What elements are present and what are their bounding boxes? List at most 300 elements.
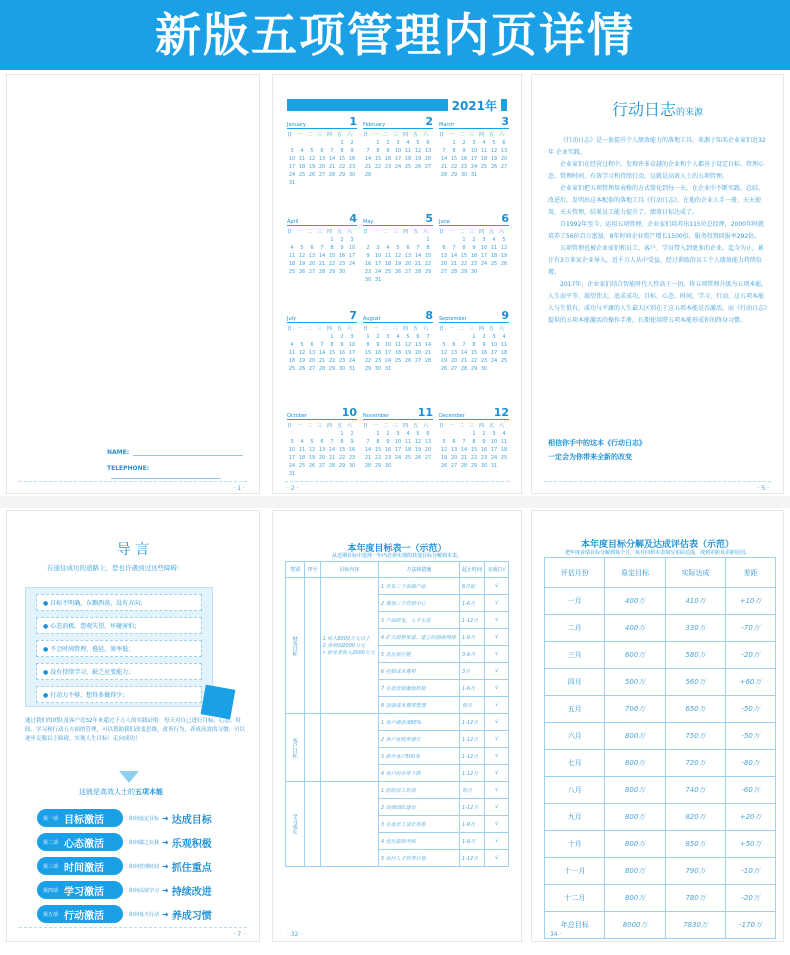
day-cell: 25 [384,269,392,275]
page-number: · 32 · [287,931,303,938]
column-header: 序号 [305,562,320,578]
name-label: NAME: [107,449,130,456]
day-cell: 9 [366,253,370,259]
table-header-row [286,562,509,578]
day-cell: 24 [348,261,356,267]
weekday-label: 日 [287,229,293,235]
day-cell: 16 [364,261,372,267]
ability-tag: 第三项 [43,863,59,870]
day-cell: 14 [328,447,336,453]
day-cell: 3 [396,431,400,437]
day-cell: 20 [308,261,316,267]
weekday-label: 日 [439,326,445,332]
day-cell: 20 [424,156,432,162]
month-number: 7 [349,309,357,322]
day-cell: 20 [440,261,448,267]
day-cell [297,236,307,244]
day-cell: 17 [490,447,498,453]
weekday-label: 二 [459,326,465,332]
day-grid [287,430,357,478]
day-cell [459,430,469,438]
table-title: 本年度目标分解及达成评估表（示范） [580,540,734,550]
table-row [545,885,776,912]
done-check[interactable]: √ [485,833,509,850]
day-cell: 1 [472,431,476,437]
day-cell: 18 [298,164,306,170]
day-cell: 24 [394,164,402,170]
day-cell: 17 [384,350,392,356]
column-header: 起止时间 [459,562,484,578]
ability-tag: 第五项 [43,911,59,918]
method-cell: 1 组织员工培训 [378,782,459,799]
day-cell: 21 [364,164,372,170]
day-cell: 21 [318,261,326,267]
month-block [287,311,357,396]
day-cell: 8 [462,245,466,251]
day-cell: 1 [452,140,456,146]
day-cell: 24 [490,455,498,461]
value-cell[interactable]: -80万 [726,750,776,777]
weekday-label: 二 [383,229,389,235]
month-block [439,311,509,396]
day-cell: 1 [340,140,344,146]
telephone-field[interactable] [107,465,259,479]
method-cell: 1 开发三个高端产品 [378,578,459,595]
name-field[interactable] [107,449,243,456]
month-header [287,214,357,226]
day-cell: 30 [480,366,488,372]
weekday-label: 五 [489,229,495,235]
weekday-label: 四 [479,132,485,138]
day-cell: 10 [480,245,488,251]
day-cell: 31 [470,172,478,178]
day-cell: 14 [328,156,336,162]
done-check[interactable]: √ [485,697,509,714]
done-check[interactable]: √ [485,782,509,799]
day-cell: 21 [450,261,458,267]
day-cell: 18 [490,253,498,259]
value-cell[interactable]: -50万 [726,723,776,750]
done-check[interactable]: √ [485,748,509,765]
day-cell: 7 [320,245,324,251]
day-cell: 26 [500,261,508,267]
table-row [545,831,776,858]
weekday-row [439,131,509,138]
weekday-label: 五 [337,229,343,235]
value-cell[interactable]: 740万 [665,777,725,804]
origin-paragraph: 五项管理也被企业家们和员工、客户、学员带入到更多的企业。迄今为止，累计有3万多家企业导入，近千万人从中受益，经过训练的员工个人绩效能力持续倍增。 [548,245,765,276]
value-cell[interactable]: 800万 [605,804,665,831]
day-cell: 29 [328,269,336,275]
day-cell: 2 [386,140,390,146]
day-cell: 14 [424,342,432,348]
ability-how: 如何管理时间 [129,863,160,870]
ability-tag: 第四项 [43,887,59,894]
day-cell: 12 [440,447,448,453]
column-header: 实际达成 [665,558,725,588]
day-cell: 16 [384,447,392,453]
value-cell[interactable]: +60万 [726,669,776,696]
day-cell: 13 [500,148,508,154]
day-cell: 4 [406,431,410,437]
weekday-label: 二 [307,326,313,332]
ability-tag: 第二项 [43,839,59,846]
weekday-row [439,325,509,332]
value-cell[interactable]: 8000万 [605,912,665,939]
day-cell: 14 [460,447,468,453]
day-cell: 1 [462,237,466,243]
day-cell: 6 [406,245,410,251]
month-header [287,117,357,129]
table-subtitle: 从近期目标中选择一年内必须实现的其他目标分解到本表。 [331,553,462,559]
weekday-label: 三 [317,423,323,429]
day-cell: 5 [442,342,446,348]
bullet-icon: ● [43,623,51,630]
category-cell: 学习成长 [286,782,305,867]
day-cell: 1 [376,140,380,146]
guide-intro: 在通往成功的道路上，您也许遇到过这些障碍： [47,564,184,572]
day-cell: 15 [338,447,346,453]
month-number: 8 [425,309,433,322]
done-check[interactable]: √ [485,595,509,612]
monthly-table [544,557,776,939]
day-cell: 28 [450,269,458,275]
done-check[interactable]: √ [485,663,509,680]
ability-result: 养成习惯 [171,910,212,922]
done-check[interactable]: √ [485,612,509,629]
day-cell: 10 [374,253,382,259]
ability-row [37,855,257,877]
day-cell: 31 [490,463,498,469]
day-cell: 22 [338,164,346,170]
day-cell: 12 [298,350,306,356]
weekday-label: 二 [383,132,389,138]
day-cell: 24 [470,164,478,170]
done-check[interactable]: √ [485,714,509,731]
value-cell[interactable]: 600万 [605,642,665,669]
done-check[interactable]: √ [485,765,509,782]
month-cell: 九月 [545,804,605,831]
day-cell: 4 [396,334,400,340]
day-cell: 25 [490,261,498,267]
day-cell: 5 [442,439,446,445]
day-cell: 28 [364,172,372,178]
value-cell[interactable]: 580万 [665,642,725,669]
obstacle-text: 没有持续学习，缺乏应变能力； [50,669,135,676]
day-cell: 25 [404,455,412,461]
day-cell: 5 [300,342,304,348]
day-cell: 22 [338,455,346,461]
value-cell[interactable]: 800万 [605,831,665,858]
weekday-label: 六 [423,326,429,332]
time-cell: 每月 [459,697,484,714]
day-cell: 23 [384,164,392,170]
page-2-calendar [272,74,522,494]
day-cell: 8 [452,148,456,154]
day-cell: 27 [424,455,432,461]
month-cell: 四月 [545,669,605,696]
value-cell[interactable]: 780万 [665,885,725,912]
day-cell: 11 [298,447,306,453]
day-cell: 29 [364,366,372,372]
done-check[interactable]: √ [485,816,509,833]
value-cell[interactable]: 650万 [665,696,725,723]
month-cell: 八月 [545,777,605,804]
day-cell: 14 [364,447,372,453]
day-cell: 9 [340,342,344,348]
day-cell: 5 [416,431,420,437]
page-title [532,97,783,120]
value-cell[interactable]: -20万 [726,642,776,669]
day-cell: 27 [450,463,458,469]
day-cell: 8 [366,342,370,348]
weekday-label: 日 [439,229,445,235]
day-cell: 17 [288,164,296,170]
day-cell: 18 [500,350,508,356]
day-cell: 26 [298,269,306,275]
day-cell: 18 [500,447,508,453]
day-cell: 7 [330,148,334,154]
day-cell: 4 [502,431,506,437]
weekday-label: 三 [393,326,399,332]
time-cell: 6月前 [459,578,484,595]
day-cell: 13 [450,447,458,453]
day-cell: 12 [308,447,316,453]
day-cell: 19 [500,253,508,259]
day-cell: 14 [460,350,468,356]
day-cell: 24 [394,455,402,461]
weekday-label: 三 [317,229,323,235]
day-cell: 12 [394,253,402,259]
day-cell: 8 [472,342,476,348]
value-cell[interactable]: 400万 [605,588,665,615]
obstacle-text: 心态消极，怨观失望，坏碰害怕； [50,623,141,630]
ability-pill [37,857,123,875]
ability-result: 抓住重点 [171,862,212,874]
value-cell[interactable]: -10万 [726,858,776,885]
value-cell[interactable]: 750万 [665,723,725,750]
day-cell: 9 [482,439,486,445]
day-cell: 11 [298,156,306,162]
weekday-label: 日 [363,423,369,429]
day-cell [287,430,297,438]
value-cell[interactable]: 800万 [605,858,665,885]
day-cell: 16 [338,350,346,356]
day-cell: 25 [500,358,508,364]
day-cell: 20 [450,455,458,461]
day-cell: 23 [338,261,346,267]
day-grid [363,333,433,373]
value-cell[interactable]: 400万 [605,615,665,642]
method-cell: 3 产品研发，人才引进 [378,612,459,629]
origin-paragraph: 《行动日志》是一套提升个人绩效能力的落地工具，来源于知名企业家们近32年 企业实践。 [548,137,766,156]
done-check[interactable]: √ [485,731,509,748]
weekday-label: 五 [337,423,343,429]
value-cell[interactable]: 500万 [605,669,665,696]
weekday-label: 二 [383,326,389,332]
day-cell: 5 [310,439,314,445]
obstacle-item [36,640,202,657]
page-1-cover [6,74,260,494]
day-cell: 26 [414,164,422,170]
weekday-label: 三 [317,132,323,138]
day-cell: 27 [308,269,316,275]
day-cell: 4 [386,245,390,251]
day-cell: 9 [340,245,344,251]
weekday-row [439,228,509,235]
day-cell: 10 [288,156,296,162]
value-cell[interactable]: -20万 [726,885,776,912]
ability-how: 如何每天行动 [129,911,160,918]
time-cell: 1-12月 [459,799,484,816]
value-cell[interactable]: 330万 [665,615,725,642]
day-cell: 2 [482,431,486,437]
day-cell: 21 [460,455,468,461]
day-cell: 3 [396,140,400,146]
day-cell: 30 [338,366,346,372]
day-cell [393,236,403,244]
day-cell: 18 [480,156,488,162]
ability-row [37,807,257,829]
day-cell: 10 [384,342,392,348]
day-cell: 30 [470,269,478,275]
day-cell: 19 [490,156,498,162]
day-cell: 28 [364,463,372,469]
value-cell[interactable]: 720万 [665,750,725,777]
origin-paragraph: 自1992年至今，运用五项管理，企业家们培养出115位总经理，2000年时就培养了56位百万富翁，8年时间企业资产增长1500倍，服务投资回报率292倍。 [548,221,764,240]
day-cell: 13 [308,253,316,259]
weekday-label: 六 [347,132,353,138]
value-cell[interactable]: 820万 [665,804,725,831]
value-cell[interactable]: +20万 [726,804,776,831]
obstacle-item [36,617,202,634]
value-cell[interactable]: 850万 [665,831,725,858]
value-cell[interactable]: 800万 [605,723,665,750]
page-number: · 34 · [546,931,562,938]
month-name: May [363,219,374,225]
day-cell: 27 [308,366,316,372]
weekday-label: 二 [307,132,313,138]
month-name: November [363,413,390,419]
value-cell[interactable]: +10万 [726,588,776,615]
weekday-row [439,422,509,429]
day-cell: 23 [470,261,478,267]
closing-line-1: 相信你手中的这本《行动日志》 [548,439,646,447]
value-cell[interactable]: -60万 [726,777,776,804]
day-cell: 24 [490,358,498,364]
day-cell: 20 [414,350,422,356]
page-number: · 1 · [233,485,245,492]
category-cell: 客户目标 [286,714,305,782]
value-cell[interactable]: +50万 [726,831,776,858]
weekday-label: 六 [499,326,505,332]
day-cell: 19 [308,455,316,461]
done-check[interactable]: √ [485,850,509,867]
value-cell[interactable]: 800万 [605,777,665,804]
title-main: 行动日志 [611,100,676,119]
day-cell: 12 [414,148,422,154]
day-grid [287,139,357,187]
weekday-label: 一 [373,326,379,332]
time-cell: 1-12月 [459,748,484,765]
day-cell: 8 [376,148,380,154]
day-cell: 6 [320,148,324,154]
origin-paragraph: 2017年，企业家们结合智能时代人性高于一切，将五项管理升级为五项本能，人生而平等、渴望伟大，追求成功，目标、心态、时间、学习、行动，这五项本能人与生俱有，成功与平庸的人生最大区别在于这五项本能是否激活，而《行动日志》提供的五项本能激活的操作手册，长期使用將五项本能形成你的终身习惯。 [548,281,768,324]
value-cell[interactable]: 800万 [605,885,665,912]
weekday-label: 二 [459,423,465,429]
month-block [287,117,357,202]
day-cell: 22 [374,455,382,461]
day-cell: 29 [460,269,468,275]
done-check[interactable]: √ [485,680,509,697]
done-check[interactable]: √ [485,799,509,816]
day-cell: 28 [440,172,448,178]
ability-result: 持续改进 [171,886,212,898]
month-name: February [363,122,386,128]
weekday-label: 三 [393,423,399,429]
value-cell[interactable]: 800万 [605,750,665,777]
day-cell: 16 [348,447,356,453]
value-cell[interactable]: -50万 [726,696,776,723]
day-cell: 23 [374,358,382,364]
done-check[interactable]: √ [485,646,509,663]
day-cell: 3 [350,237,354,243]
day-cell: 15 [374,447,382,453]
table-subtitle: 把年度业绩目标分解到每个月，每月回到本表填写实际达成，找到差距及差距原因。 [564,550,750,556]
value-cell[interactable]: 700万 [605,696,665,723]
day-cell: 27 [440,269,448,275]
day-cell [297,139,307,147]
day-cell: 7 [366,148,370,154]
divider [285,481,509,482]
value-cell[interactable]: 7830万 [665,912,725,939]
month-cell: 三月 [545,642,605,669]
ability-row [37,831,257,853]
value-cell[interactable]: -170万 [726,912,776,939]
day-cell: 17 [374,261,382,267]
day-cell [373,236,383,244]
value-cell[interactable]: 410万 [665,588,725,615]
day-cell: 7 [462,439,466,445]
value-cell[interactable]: 560万 [665,669,725,696]
value-cell[interactable]: 790万 [665,858,725,885]
page-number: · 7 · [233,931,245,938]
weekday-row [287,228,357,235]
page-5-annual-goals [272,510,522,942]
day-cell: 21 [364,455,372,461]
arrow-icon: ➜ [162,885,169,895]
done-check[interactable]: √ [485,578,509,595]
day-cell: 15 [374,156,382,162]
value-cell[interactable]: -70万 [726,615,776,642]
done-check[interactable]: √ [485,629,509,646]
weekday-label: 一 [449,326,455,332]
arrow-icon: ➜ [162,909,169,919]
day-cell: 19 [414,156,422,162]
day-cell: 3 [386,334,390,340]
day-cell: 2 [472,237,476,243]
ability-result: 乐观积极 [171,838,212,850]
day-cell: 1 [366,334,370,340]
weekday-label: 六 [423,423,429,429]
bullet-icon: ● [43,692,51,699]
method-cell: 2 客户复购率增长 [378,731,459,748]
day-cell: 14 [450,253,458,259]
table-row [545,750,776,777]
day-cell: 9 [482,342,486,348]
day-grid [439,139,509,179]
weekday-label: 日 [287,132,293,138]
